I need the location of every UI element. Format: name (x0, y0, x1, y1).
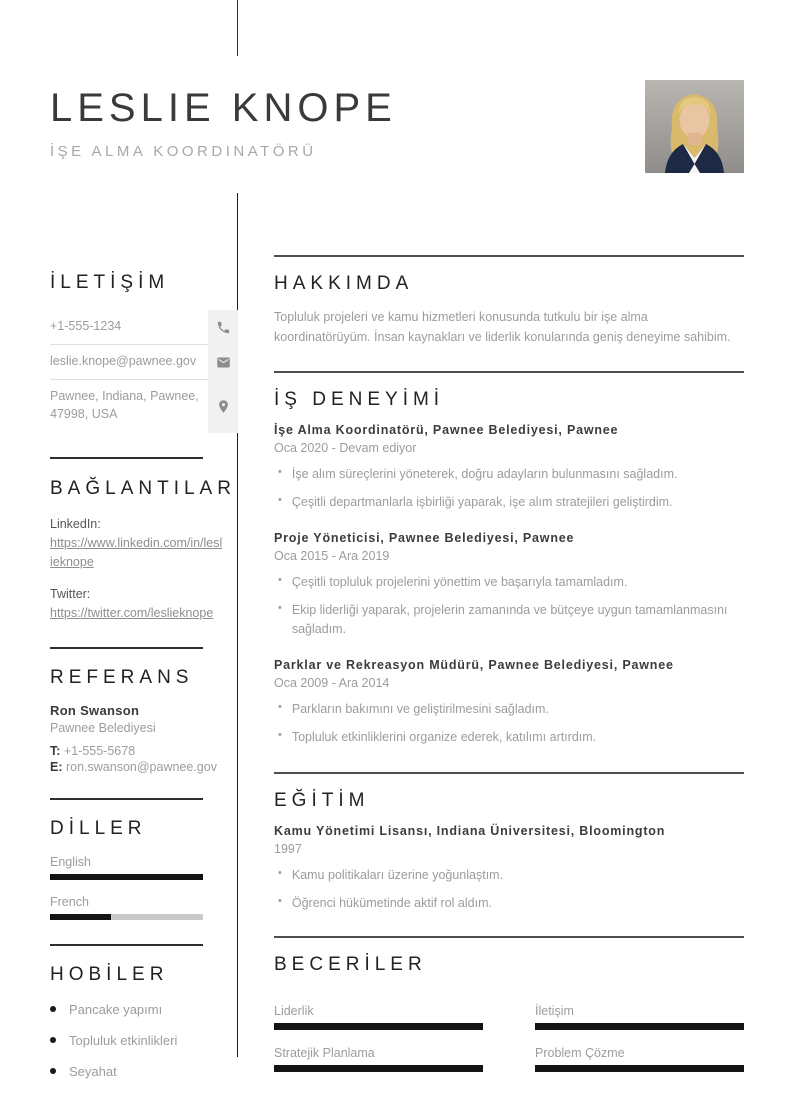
bullet-text: Ekip liderliği yaparak, projelerin zamanında ve bütçeye uygun tamamlanmasını sağladım. (291, 603, 728, 636)
skill-item (535, 1004, 744, 1030)
bullet-text: Kamu politikaları üzerine yoğunlaştım. (291, 867, 504, 882)
bullet-dot-icon (50, 1037, 56, 1043)
bullet-text: Topluluk etkinliklerini organize ederek, katılımı artırdım. (291, 729, 597, 744)
job-bullet (274, 465, 744, 483)
job-bullet (274, 493, 744, 511)
twitter-label: Twitter: (50, 587, 91, 602)
job-dates: Oca 2009 - Ara 2014 (274, 675, 390, 690)
job-dates: Oca 2020 - Devam ediyor (274, 441, 417, 455)
skill-level-fill (274, 1065, 483, 1072)
person-name: LESLIE KNOPE (50, 86, 397, 130)
hobby-text: Topluluk etkinlikleri (69, 1032, 178, 1048)
bullet-text: Parkların bakımını ve geliştirilmesini sağladım. (291, 701, 549, 716)
job-entry (274, 658, 744, 746)
twitter-link-item (50, 585, 238, 623)
reference-section (50, 647, 238, 774)
language-level-fill (50, 914, 111, 920)
language-level-bar (50, 914, 203, 920)
skill-level-fill (274, 1023, 483, 1030)
skill-item (274, 1004, 483, 1030)
contact-phone: +1-555-1234 (50, 310, 208, 345)
skill-level-bar (274, 1023, 483, 1030)
contact-email-row (50, 345, 238, 380)
contact-list (50, 310, 238, 433)
linkedin-link-item (50, 515, 238, 571)
profile-photo-image (645, 80, 744, 173)
reference-email-label: E: (50, 759, 63, 774)
twitter-link[interactable]: https://twitter.com/leslieknope (50, 606, 214, 621)
skills-heading: BECERİLER (274, 954, 427, 976)
email-icon (208, 345, 238, 380)
education-heading: EĞİTİM (274, 789, 370, 811)
contact-phone-row (50, 310, 238, 345)
language-name: French (50, 894, 89, 909)
bullet-dot-icon: • (278, 700, 282, 713)
person-job-title: İŞE ALMA KOORDINATÖRÜ (50, 143, 317, 160)
hobby-item (50, 1064, 238, 1079)
job-bullet (274, 700, 744, 718)
education-entry (274, 824, 744, 912)
bullet-dot-icon: • (278, 494, 282, 507)
skill-item (535, 1046, 744, 1072)
reference-phone-line (50, 744, 238, 758)
hobby-text: Seyahat (69, 1063, 117, 1079)
job-dates: Oca 2015 - Ara 2019 (274, 549, 390, 564)
profile-photo (645, 80, 744, 173)
reference-phone-label: T: (50, 743, 61, 758)
section-divider (274, 772, 744, 774)
contact-address: Pawnee, Indiana, Pawnee, 47998, USA (50, 389, 199, 422)
reference-email: ron.swanson@pawnee.gov (65, 759, 217, 774)
reference-name: Ron Swanson (50, 702, 140, 718)
bullet-text: İşe alım süreçlerini yöneterek, doğru adayların bulunmasını sağladım. (291, 467, 678, 481)
job-entry (274, 531, 744, 637)
job-title: Parklar ve Rekreasyon Müdürü, Pawnee Belediyesi, Pawnee (274, 657, 674, 672)
linkedin-link[interactable]: https://www.linkedin.com/in/leslieknope (50, 535, 223, 569)
skill-level-fill (535, 1023, 744, 1030)
section-divider (50, 798, 203, 800)
section-divider (274, 371, 744, 373)
hobby-text: Pancake yapımı (69, 1001, 163, 1017)
hobby-item (50, 1002, 238, 1017)
language-item-french (50, 895, 238, 920)
skill-item (274, 1046, 483, 1072)
hobbies-section (50, 944, 238, 1079)
education-year: 1997 (274, 841, 302, 856)
skill-name: Stratejik Planlama (274, 1046, 375, 1061)
language-level-bar (50, 874, 203, 880)
skill-level-bar (535, 1023, 744, 1030)
bullet-dot-icon: • (278, 866, 282, 879)
languages-heading: DİLLER (50, 817, 147, 839)
reference-heading: REFERANS (50, 666, 194, 688)
skill-level-bar (535, 1065, 744, 1072)
bullet-dot-icon: • (278, 728, 282, 741)
links-section (50, 457, 238, 623)
bullet-dot-icon: • (278, 602, 282, 615)
skill-name: Problem Çözme (535, 1046, 625, 1061)
job-title: Proje Yöneticisi, Pawnee Belediyesi, Pawnee (274, 531, 575, 546)
about-heading: HAKKIMDA (274, 273, 414, 294)
top-divider-line (237, 0, 238, 56)
linkedin-label: LinkedIn: (50, 517, 101, 532)
languages-section (50, 798, 238, 920)
bullet-dot-icon (50, 1006, 56, 1012)
links-heading: BAĞLANTILAR (50, 477, 236, 499)
skills-grid (274, 1004, 744, 1072)
header (50, 86, 610, 160)
bullet-text: Çeşitli topluluk projelerini yönettim ve başarıyla tamamladım. (291, 575, 628, 590)
contact-address-row (50, 380, 238, 432)
sidebar (50, 272, 238, 1079)
contact-heading: İLETİŞİM (50, 272, 170, 293)
skill-level-bar (274, 1065, 483, 1072)
job-bullet (274, 728, 744, 746)
section-divider (50, 944, 203, 946)
bullet-dot-icon: • (278, 574, 282, 587)
phone-icon (208, 310, 238, 345)
bullet-dot-icon: • (278, 466, 282, 478)
hobby-item (50, 1033, 238, 1048)
section-divider (274, 255, 744, 257)
education-degree: Kamu Yönetimi Lisansı, Indiana Üniversitesi, Bloomington (274, 823, 666, 838)
language-item-english (50, 855, 238, 880)
main-column (274, 255, 744, 1082)
about-text: Topluluk projeleri ve kamu hizmetleri konusunda tutkulu bir işe alma koordinatörüyüm. İnsan kaynakları ve liderlik konularında geniş deneyime sahibim. (274, 310, 731, 344)
skill-name: İletişim (535, 1004, 574, 1019)
education-bullet (274, 894, 744, 912)
job-bullet (274, 573, 744, 591)
reference-email-line (50, 760, 238, 774)
hobby-list (50, 1002, 238, 1079)
reference-organization: Pawnee Belediyesi (50, 720, 156, 735)
bullet-dot-icon: • (278, 895, 282, 907)
education-bullet (274, 866, 744, 884)
experience-heading: İŞ DENEYİMİ (274, 389, 445, 410)
job-bullet (274, 601, 744, 637)
skill-level-fill (535, 1065, 744, 1072)
section-divider (50, 647, 203, 649)
reference-phone: +1-555-5678 (63, 743, 136, 758)
bullet-dot-icon (50, 1068, 56, 1074)
skill-name: Liderlik (274, 1004, 314, 1019)
bullet-text: Çeşitli departmanlarla işbirliği yaparak, işe alım stratejileri geliştirdim. (291, 495, 673, 510)
hobbies-heading: HOBİLER (50, 963, 169, 985)
job-entry (274, 423, 744, 511)
job-title: İşe Alma Koordinatörü, Pawnee Belediyesi, Pawnee (274, 423, 619, 437)
bullet-text: Öğrenci hükümetinde aktif rol aldım. (291, 896, 492, 910)
section-divider (274, 936, 744, 938)
contact-email: leslie.knope@pawnee.gov (50, 345, 208, 380)
section-divider (50, 457, 203, 459)
language-name: English (50, 854, 91, 869)
language-level-fill (50, 874, 203, 880)
location-pin-icon (208, 380, 238, 432)
